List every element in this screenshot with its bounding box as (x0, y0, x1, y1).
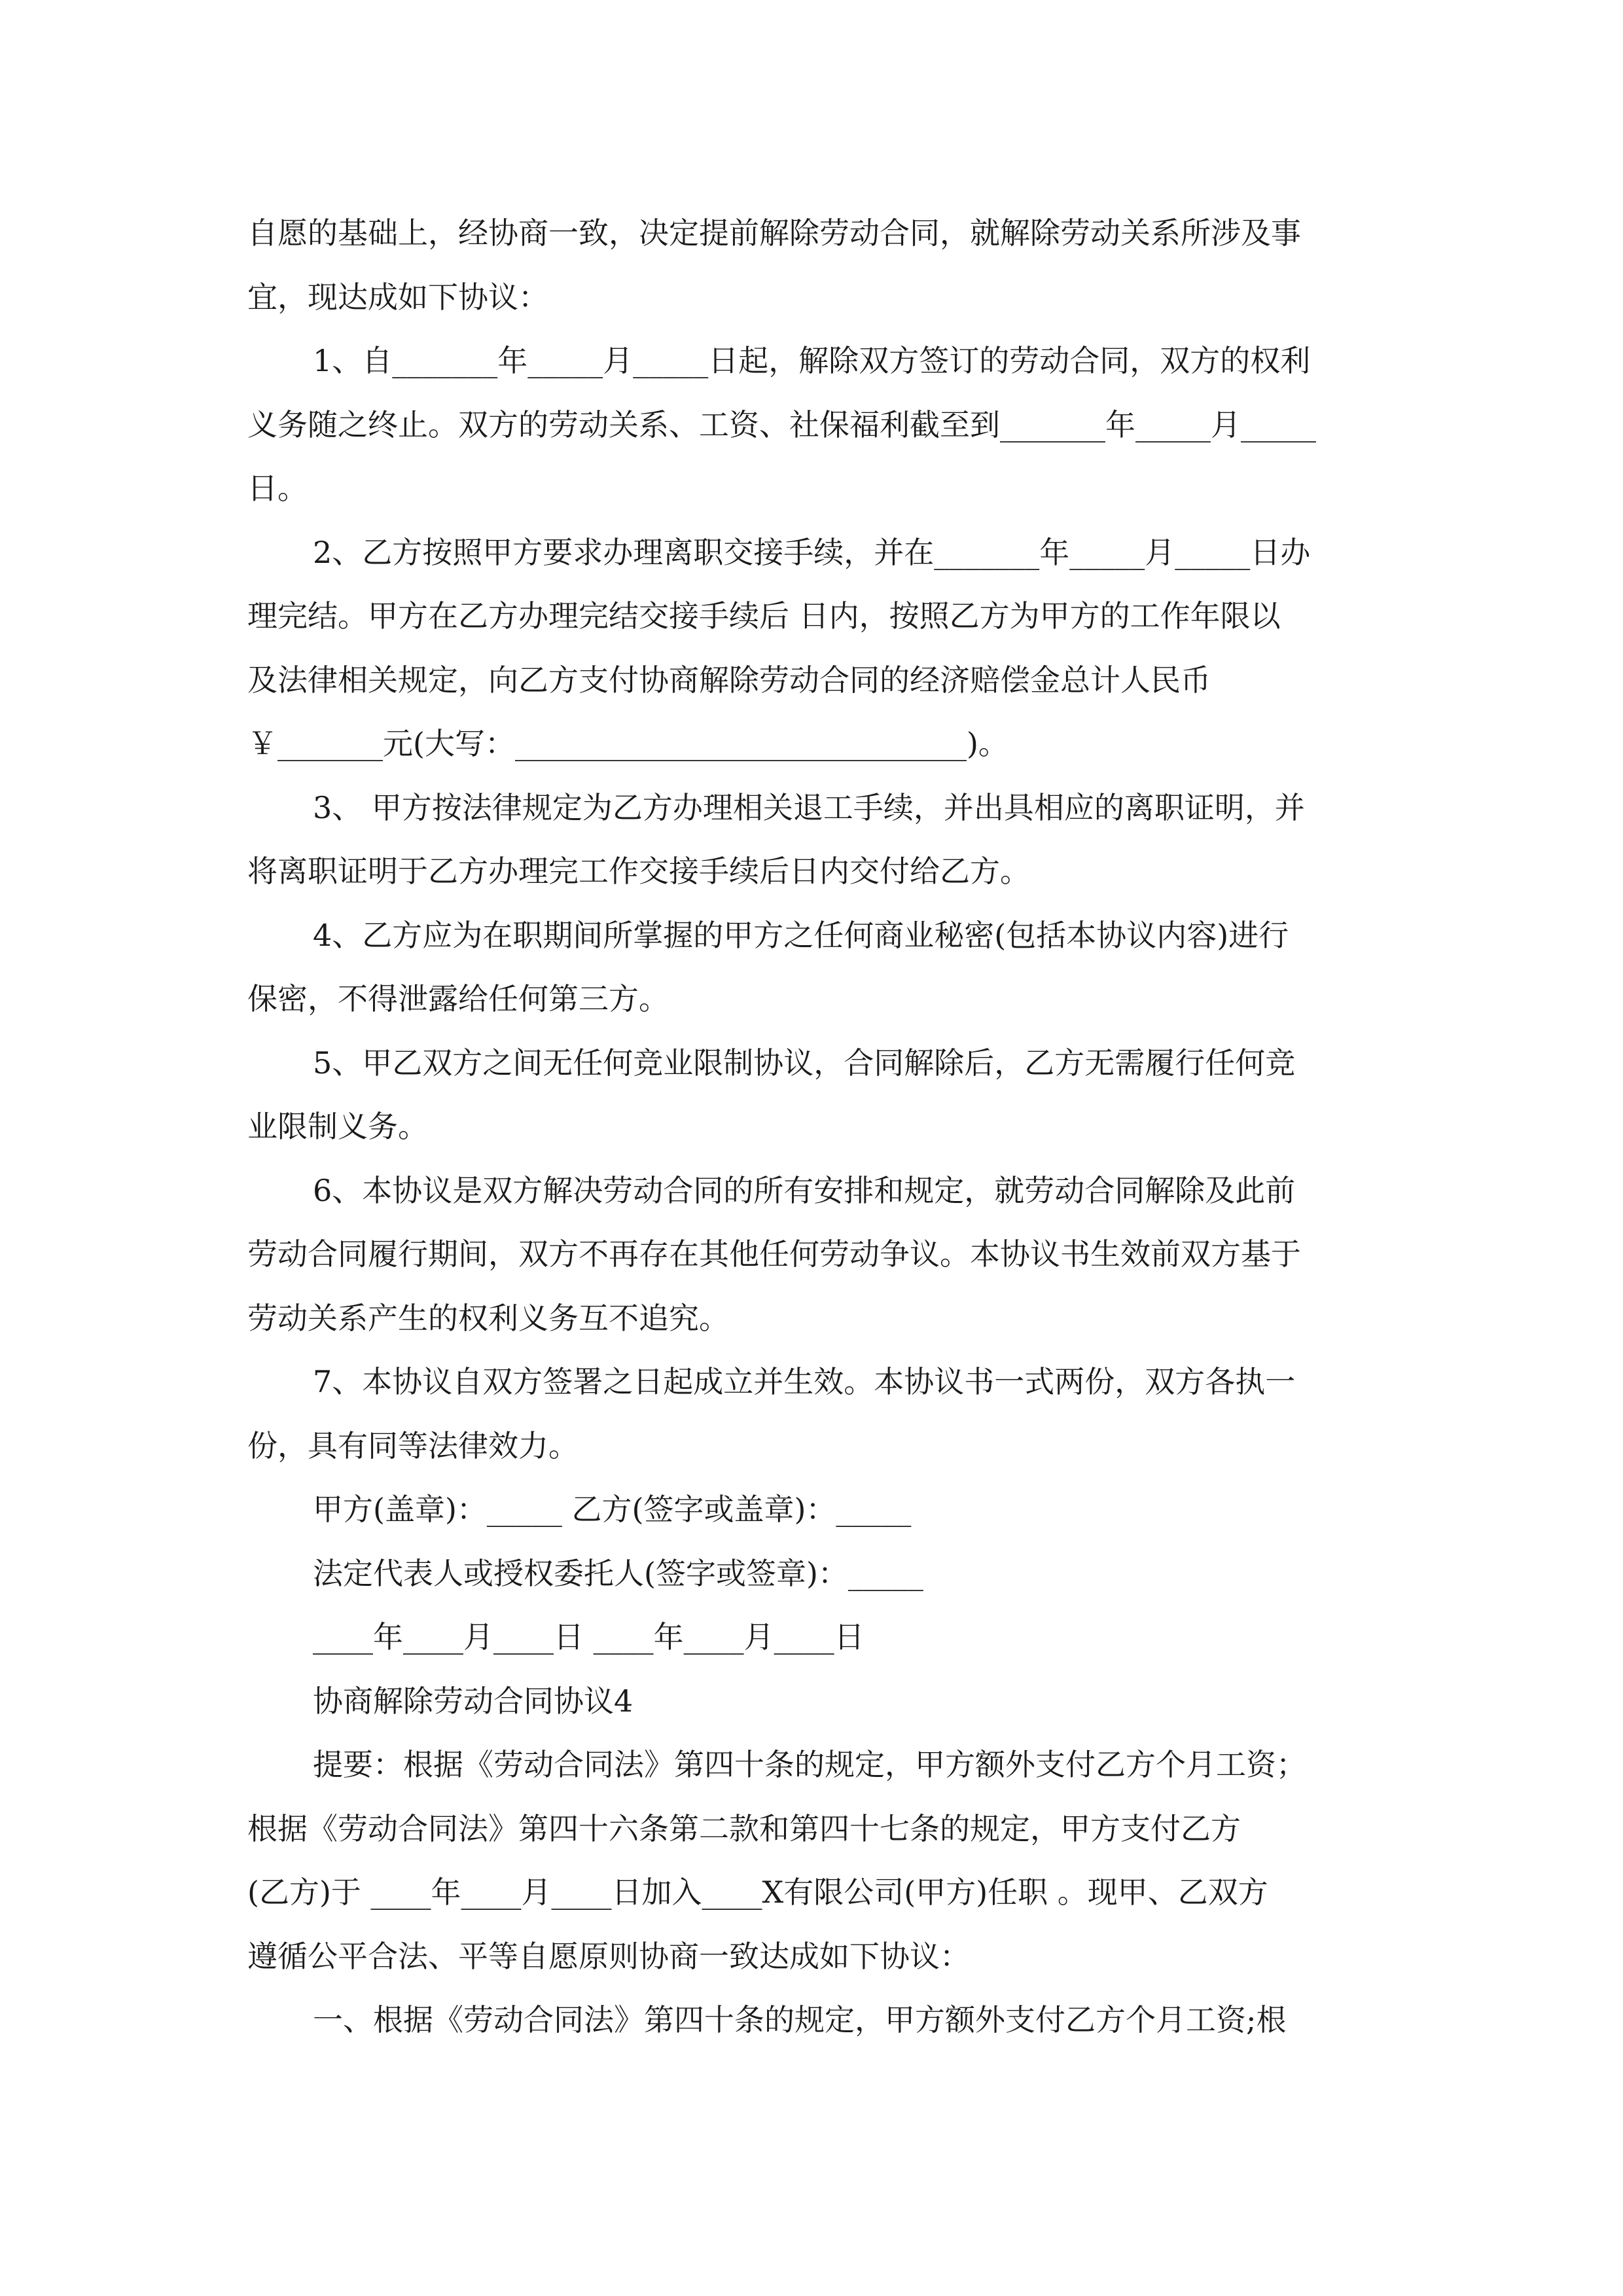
clause-7-line: 7、本协议自双方签署之日起成立并生效。本协议书一式两份，双方各执一 (313, 1364, 1296, 1399)
text-line: 业限制义务。 (247, 1109, 428, 1144)
text-line: 自愿的基础上，经协商一致，决定提前解除劳动合同，就解除劳动关系所涉及事 (247, 215, 1301, 251)
signature-party-line: 甲方(盖章)：_____ 乙方(签字或盖章)：_____ (313, 1492, 912, 1527)
signature-date-line: ____年____月____日 ____年____月____日 (313, 1619, 865, 1655)
text-line: 日。 (247, 471, 308, 506)
text-line: 劳动合同履行期间，双方不再存在其他任何劳动争议。本协议书生效前双方基于 (247, 1236, 1301, 1272)
text-line: 理完结。甲方在乙方办理完结交接手续后 日内，按照乙方为甲方的工作年限以 (247, 598, 1281, 634)
clause-4-line: 4、乙方应为在职期间所掌握的甲方之任何商业秘密(包括本协议内容)进行 (313, 917, 1289, 953)
summary-line: 提要：根据《劳动合同法》第四十条的规定，甲方额外支付乙方个月工资； (313, 1747, 1306, 1782)
text-line: 劳动关系产生的权利义务互不追究。 (247, 1300, 729, 1336)
text-line: (乙方)于 ____年____月____日加入____X有限公司(甲方)任职 。现甲、乙双方 (247, 1874, 1268, 1910)
text-line: 份，具有同等法律效力。 (247, 1427, 579, 1463)
text-line: 遵循公平合法、平等自愿原则协商一致达成如下协议： (247, 1938, 970, 1974)
article-1-line: 一、根据《劳动合同法》第四十条的规定，甲方额外支付乙方个月工资;根 (313, 2002, 1287, 2037)
text-line: 义务随之终止。双方的劳动关系、工资、社保福利截至到_______年_____月_____ (247, 406, 1316, 442)
text-line: 宜，现达成如下协议： (247, 279, 548, 315)
section-heading: 协商解除劳动合同协议4 (313, 1683, 633, 1719)
text-line: 根据《劳动合同法》第四十六条第二款和第四十七条的规定，甲方支付乙方 (247, 1810, 1241, 1846)
clause-2-line: 2、乙方按照甲方要求办理离职交接手续，并在_______年_____月_____日办 (313, 534, 1311, 570)
text-line: 将离职证明于乙方办理完工作交接手续后日内交付给乙方。 (247, 853, 1030, 889)
clause-3-line: 3、 甲方按法律规定为乙方办理相关退工手续，并出具相应的离职证明，并 (313, 789, 1305, 825)
text-line: 保密，不得泄露给任何第三方。 (247, 981, 669, 1016)
clause-1-line: 1、自_______年_____月_____日起，解除双方签订的劳动合同，双方的权利 (313, 343, 1311, 378)
clause-6-line: 6、本协议是双方解决劳动合同的所有安排和规定，就劳动合同解除及此前 (313, 1172, 1296, 1208)
text-line: ￥_______元(大写：______________________________)。 (247, 726, 1008, 761)
signature-representative-line: 法定代表人或授权委托人(签字或签章)：_____ (313, 1555, 923, 1591)
clause-5-line: 5、甲乙双方之间无任何竞业限制协议，合同解除后，乙方无需履行任何竞 (313, 1045, 1296, 1081)
text-line: 及法律相关规定，向乙方支付协商解除劳动合同的经济赔偿金总计人民币 (247, 662, 1211, 698)
